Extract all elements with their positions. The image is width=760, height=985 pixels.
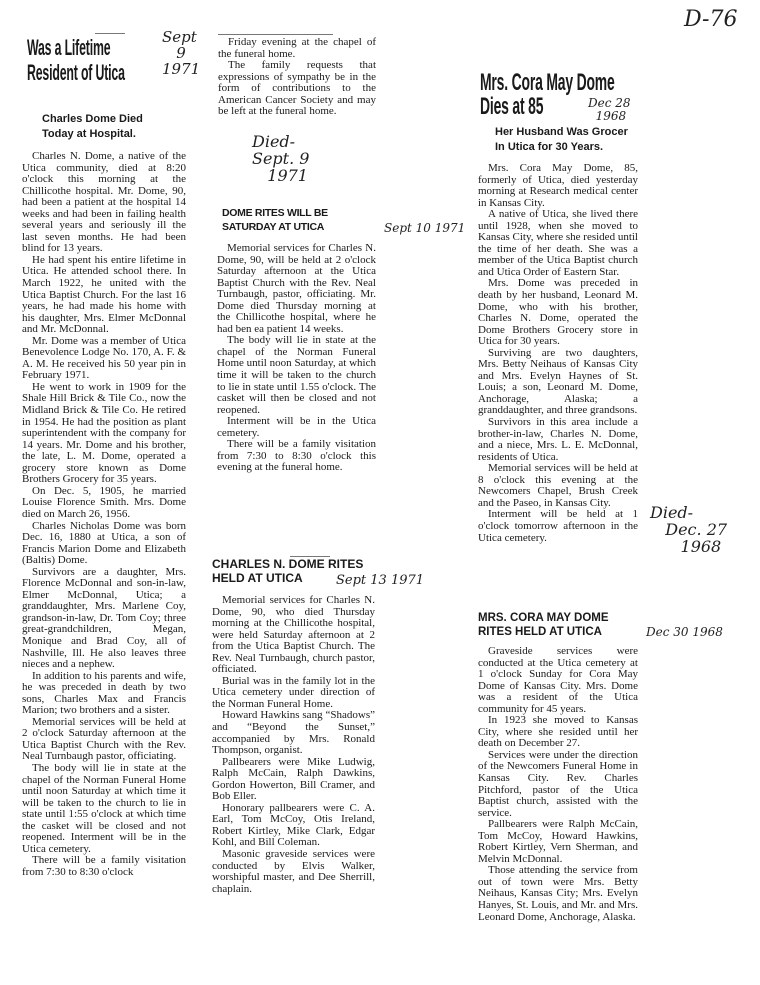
- paragraph: There will be a family visitation from 7:30 to 8:30 o'clock: [22, 854, 186, 878]
- subhead-line: In Utica for 30 Years.: [495, 140, 604, 153]
- headline-line: SATURDAY AT UTICA: [222, 221, 325, 233]
- handwritten-note: Died- Sept. 9 1971: [252, 132, 310, 185]
- handwritten-note: Died- Dec. 27 1968: [650, 503, 728, 556]
- paragraph: Interment will be held at 1 o'clock tomorrow afternoon in the Utica cemetery.: [478, 508, 638, 544]
- date-annotation: Dec 30 1968: [646, 625, 723, 639]
- headline-line: CHARLES N. DOME RITES: [212, 557, 364, 571]
- paragraph: Pallbearers were Mike Ludwig, Ralph McCain, Ralph Dawkins, Gordon Howerton, Bill Cramer, and Bob Eller.: [212, 755, 375, 803]
- headline-line: MRS. CORA MAY DOME: [478, 612, 609, 624]
- paragraph: Memorial services will be held at 8 o'clock this evening at the Newcomers Chapel, Brush Creek and the Paseo, in Kansas City.: [478, 462, 638, 509]
- paragraph: Charles N. Dome, a native of the Utica community, died at 8:20 o'clock this morning at the Chillicothe hospital. Mr. Dome, 90, had been a patient at the hospital 14 weeks and had been in failing health several years and seriously ill the last seven months. He had been blind for 13 years.: [22, 150, 186, 255]
- headline-line: RITES HELD AT UTICA: [478, 626, 602, 638]
- paragraph: Honorary pallbearers were C. A. Earl, Tom McCoy, Otis Ireland, Robert Kirtley, Mike Clark, Edgar Kohl, and Bill Coleman.: [212, 801, 375, 849]
- paragraph: Memorial services will be held at 2 o'clock Saturday afternoon at the Utica Baptist Church with the Rev. Neal Turnbaugh pastor, officiating.: [22, 715, 186, 763]
- date-annotation: Sept 13 1971: [336, 573, 425, 588]
- paragraph: In 1923 she moved to Kansas City, where she resided until her death on December 27.: [478, 714, 638, 750]
- paragraph: Pallbearers were Ralph McCain, Tom McCoy, Howard Hawkins, Robert Kirtley, Vern Sherman, and Melvin McDonnal.: [478, 818, 638, 865]
- paragraph: Those attending the service from out of town were Mrs. Betty Neihaus, Kansas City; Mrs. Evelyn Hanyes, St. Louis, and Mr. and Mrs. Leonard Dome, Anchorage, Alaska.: [478, 864, 638, 923]
- headline-line: Resident of Utica: [27, 60, 125, 85]
- paragraph: A native of Utica, she lived there until 1928, when she moved to Kansas City, where she resided until the time of her death. She was a member of the Utica Baptist church and Utica Order of Eastern Star.: [478, 208, 638, 278]
- paragraph: Burial was in the family lot in the Utica cemetery under direction of the Norman Funeral Home.: [212, 674, 375, 710]
- headline: [27, 35, 125, 85]
- paragraph: Masonic graveside services were conducted by Elvis Walker, worshipful master, and Dee Sherrill, chaplain.: [212, 848, 375, 895]
- headline-line: DOME RITES WILL BE: [222, 207, 328, 219]
- article-body: [478, 163, 638, 544]
- paragraph: He had spent his entire lifetime in Utica. He attended school there. In March 1922, he united with the Utica Baptist Church. For the last 16 years, he had made his home with his daughter, Mrs. Elmer McDonnal and Mr. McDonnal.: [22, 253, 186, 336]
- paragraph: In addition to his parents and wife, he was preceded in death by two sons, Charles Max and Francis Marion; two brothers and a sister.: [22, 669, 186, 717]
- paragraph: On Dec. 5, 1905, he married Louise Florence Smith. Mrs. Dome died on March 26, 1956.: [22, 484, 186, 520]
- article-body: [217, 243, 376, 474]
- paragraph: Howard Hawkins sang “Shadows” and “Beyond the Sunset,” accompanied by Mrs. Ronald Thompson, organist.: [212, 709, 375, 757]
- date-annotation: Sept 10 1971: [384, 221, 466, 235]
- paragraph: Memorial services for Charles N. Dome, 90, will be held at 2 o'clock Saturday afternoon at the Utica Baptist Church with the Rev. Neal Turnbaugh, pastor, officiating. Mr. Dome died Thursday morning at the Chillicothe hospital, where he had ben ea patient 14 weeks.: [217, 242, 376, 335]
- paragraph: The family requests that expressions of sympathy be in the form of contributions to the American Cancer Society and may be left at the funeral home.: [218, 59, 376, 118]
- paragraph: Friday evening at the chapel of the funeral home.: [218, 36, 376, 60]
- article-body: [212, 595, 375, 895]
- paragraph: Memorial services for Charles N. Dome, 90, who died Thursday morning at the Chillicothe hospital, were held Saturday afternoon at 2 from the Utica Baptist Church. The Rev. Neal Turnbaugh, church pastor, officiated.: [212, 594, 375, 676]
- subhead: [42, 112, 143, 141]
- paragraph: Services were under the direction of the Newcomers Funeral Home in Kansas City. Rev. Charles Pitchford, pastor of the Utica Baptist church, assisted with the service.: [478, 748, 638, 819]
- paragraph: Mr. Dome was a member of Utica Benevolence Lodge No. 170, A. F. & A. M. He received his 50 year pin in February 1971.: [22, 334, 186, 382]
- subhead-line: Today at Hospital.: [42, 127, 136, 140]
- headline-line: Dies at 85: [480, 93, 544, 120]
- page-id-annotation: D-76: [684, 7, 738, 32]
- article-body-continuation: [218, 37, 376, 118]
- paragraph: Surviving are two daughters, Mrs. Betty Neihaus of Kansas City and Mrs. Evelyn Haynes of St. Louis; a son, Leonard M. Dome, Anchorage, Alaska; a granddaughter, and three grandsons.: [478, 346, 638, 417]
- headline: [478, 611, 609, 639]
- subhead-line: Her Husband Was Grocer: [495, 126, 628, 138]
- headline-line: Was a Lifetime: [27, 35, 111, 60]
- subhead: [495, 125, 628, 154]
- subhead-line: Charles Dome Died: [42, 113, 143, 125]
- paragraph: Graveside services were conducted at the Utica cemetery at 1 o'clock Sunday for Cora May Dome of Kansas City. Mrs. Dome was a resident of the Utica community for 45 years.: [478, 645, 638, 715]
- paragraph: Survivors in this area include a brother-in-law, Charles N. Dome, and a niece, Mrs. L. E. McDonnal, residents of Utica.: [478, 416, 638, 463]
- paragraph: Mrs. Cora May Dome, 85, formerly of Utica, died yesterday morning at Research medical center in Kansas City.: [478, 162, 638, 209]
- paragraph: Mrs. Dome was preceded in death by her husband, Leonard M. Dome, who with his brother, Charles N. Dome, operated the Dome Brothers Grocery store in Utica for 30 years.: [478, 277, 638, 348]
- paragraph: Charles Nicholas Dome was born Dec. 16, 1880 at Utica, a son of Francis Marion Dome and Elizabeth (Baltis) Dome.: [22, 519, 186, 567]
- date-annotation: Sept 9 1971: [162, 28, 201, 78]
- headline: [222, 206, 328, 234]
- paragraph: Survivors are a daughter, Mrs. Florence McDonnal and son-in-law, Elmer McDonnal, Utica; a granddaughter, Mrs. Marlene Coy, grandson-in-law, Dr. Tom Coy; three great-grandchildren, Megan, Monique and Brad Coy, all of Nashville, Ill. He also leaves three nieces and a nephew.: [22, 565, 186, 671]
- paragraph: He went to work in 1909 for the Shale Hill Brick & Tile Co., now the Midland Brick & Tile Co. He retired in 1954. He had the position as plant superintendent with the company for 14 years. Mr. Dome and his brother, the late, L. M. Dome, operated a grocery store known as Dome Brothers Grocery for 35 years.: [22, 380, 186, 486]
- paragraph: There will be a family visitation from 7:30 to 8:30 o'clock this evening at the funeral home.: [217, 438, 376, 474]
- article-body: [22, 151, 186, 878]
- paragraph: The body will lie in state at the chapel of the Norman Funeral Home until noon Saturday, at which time it will be taken to the church to lie in state until 1.55 o'clock. The casket will then be closed and not reopened.: [217, 334, 376, 416]
- article-body: [478, 646, 638, 923]
- paragraph: The body will lie in state at the chapel of the Norman Funeral Home until noon Saturday at which time it will be taken to the church to lie in state until 1:55 o'clock at which time the casket will be closed and not reopened. Interment will be in the Utica cemetery.: [22, 761, 186, 855]
- paragraph: Interment will be in the Utica cemetery.: [217, 415, 376, 439]
- headline-line: HELD AT UTICA: [212, 571, 303, 585]
- date-annotation: Dec 28 1968: [588, 96, 631, 123]
- headline-line: Mrs. Cora May Dome: [480, 69, 615, 96]
